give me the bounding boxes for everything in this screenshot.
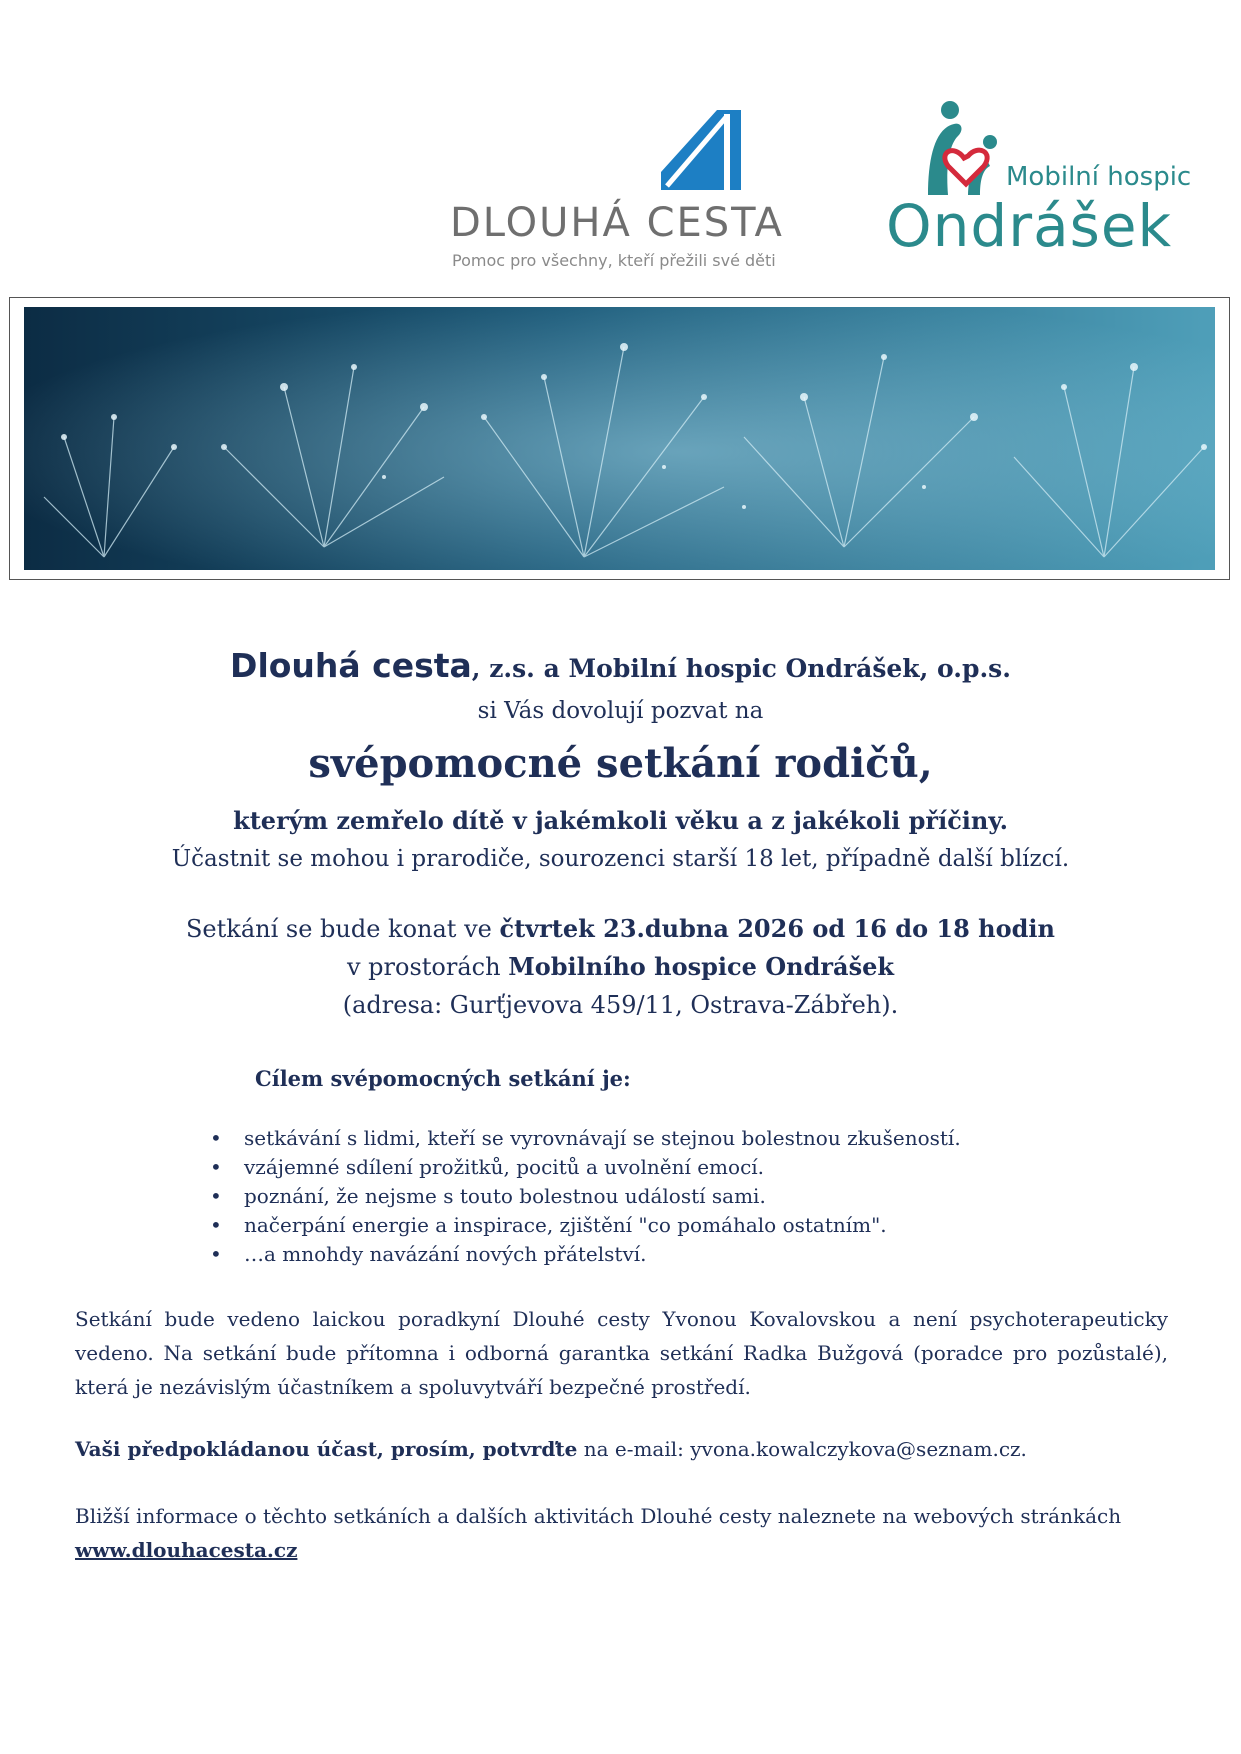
ondrasek-family-heart-icon bbox=[898, 100, 1008, 195]
participants-line: Účastnit se mohou i prarodiče, sourozenci starší 18 let, případně další blízcí. bbox=[171, 846, 1070, 872]
goals-list bbox=[210, 1124, 961, 1269]
rsvp-bold: Vaši předpokládanou účast, prosím, potvrďte bbox=[75, 1437, 578, 1461]
address-line: (adresa: Gurťjevova 459/11, Ostrava-Zábřeh). bbox=[342, 991, 899, 1019]
ondrasek-name: Ondrášek bbox=[886, 192, 1173, 260]
list-item: • …a mnohdy navázání nových přátelství. bbox=[210, 1240, 961, 1269]
dandelion-dew-photo-icon bbox=[24, 307, 1215, 570]
where-place: Mobilního hospice Ondrášek bbox=[508, 952, 895, 981]
where-prefix: v prostorách bbox=[346, 953, 509, 981]
list-item: • načerpání energie a inspirace, zjištění "co pomáhalo ostatním". bbox=[210, 1211, 961, 1240]
dlouha-cesta-logo bbox=[448, 108, 798, 270]
list-item: • setkávání s lidmi, kteří se vyrovnávají se stejnou bolestnou zkušeností. bbox=[210, 1124, 961, 1153]
event-subtitle: kterým zemřelo dítě v jakémkoli věku a z jakékoli příčiny. bbox=[233, 806, 1008, 835]
logo-header bbox=[0, 100, 1241, 270]
organizers-line bbox=[0, 646, 1241, 685]
when-line bbox=[0, 914, 1241, 943]
info-paragraph bbox=[75, 1499, 1168, 1567]
goals-title: Cílem svépomocných setkání je: bbox=[255, 1066, 631, 1091]
org1-name: Dlouhá cesta bbox=[230, 646, 472, 685]
list-item: • vzájemné sdílení prožitků, pocitů a uvolnění emocí. bbox=[210, 1153, 961, 1182]
ondrasek-logo bbox=[884, 100, 1192, 260]
dlouha-cesta-name: DLOUHÁ CESTA bbox=[450, 200, 784, 246]
banner-frame bbox=[9, 297, 1230, 580]
rsvp-paragraph bbox=[75, 1432, 1168, 1466]
rsvp-email: na e-mail: yvona.kowalczykova@seznam.cz. bbox=[577, 1437, 1027, 1461]
dlouha-cesta-tagline: Pomoc pro všechny, kteří přežili své děti bbox=[452, 251, 776, 270]
leader-paragraph: Setkání bude vedeno laickou poradkyní Dlouhé cesty Yvonou Kovalovskou a není psychoterapeuticky vedeno. Na setkání bude přítomna i odborná garantka setkání Radka Bužgová (poradce pro pozůstalé), která je nezávislým účastníkem a spoluvytváří bezpečné prostředí. bbox=[75, 1307, 1168, 1399]
dlouha-cesta-mark-icon bbox=[661, 110, 741, 190]
info-text: Bližší informace o těchto setkáních a dalších aktivitách Dlouhé cesty naleznete na webových stránkách bbox=[75, 1504, 1122, 1528]
where-line bbox=[0, 952, 1241, 981]
org1-suffix: , z.s. a Mobilní hospic Ondrášek, o.p.s. bbox=[471, 654, 1011, 683]
list-item: • poznání, že nejsme s touto bolestnou událostí sami. bbox=[210, 1182, 961, 1211]
when-date: čtvrtek 23.dubna 2026 od 16 do 18 hodin bbox=[499, 914, 1055, 943]
ondrasek-subtitle: Mobilní hospic bbox=[1006, 162, 1192, 192]
when-prefix: Setkání se bude konat ve bbox=[185, 915, 500, 943]
website-link[interactable]: www.dlouhacesta.cz bbox=[75, 1538, 298, 1562]
invite-line: si Vás dovolují pozvat na bbox=[477, 698, 764, 724]
event-title: svépomocné setkání rodičů, bbox=[308, 740, 933, 787]
